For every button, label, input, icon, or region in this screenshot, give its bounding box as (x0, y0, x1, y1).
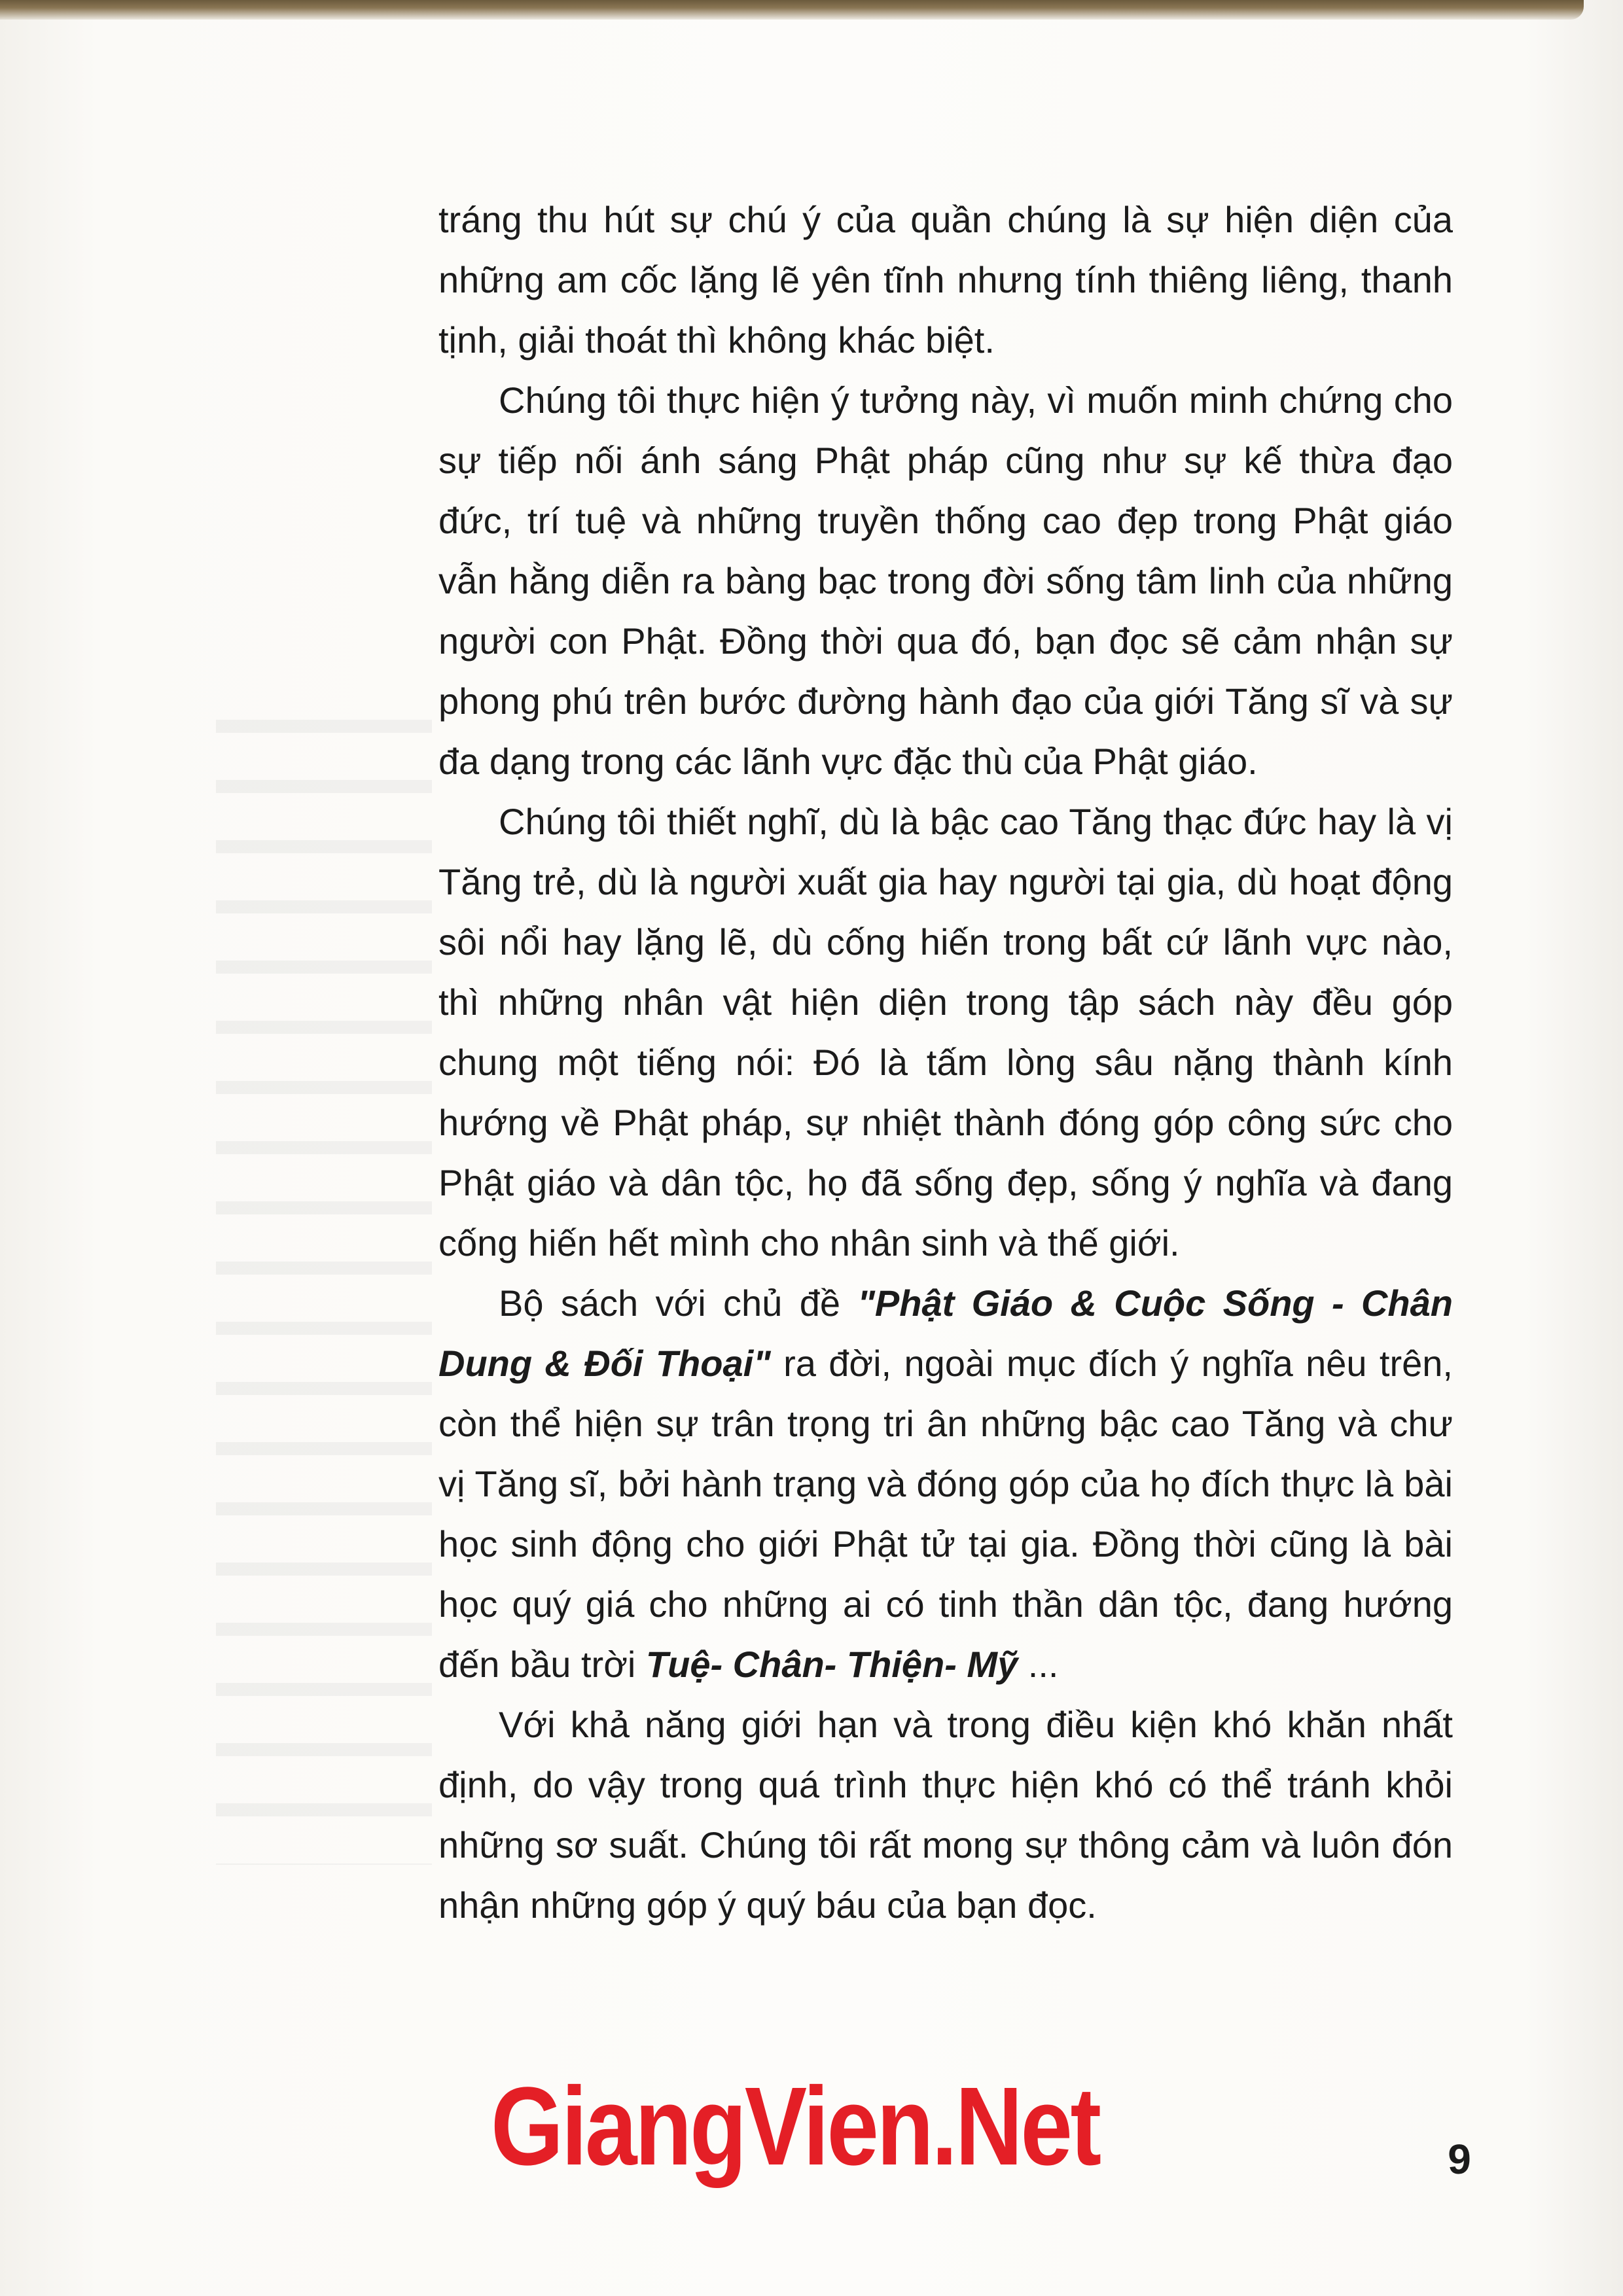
text-run: tráng thu hút sự chú ý của quần chúng là sự hiện diện của những am cốc lặng lẽ yên tĩnh nhưng tính thiêng liêng, thanh tịnh, giải thoát thì không khác biệt. (438, 199, 1453, 361)
emphasized-text: "Phật Giáo & Cuộc Sống - Chân Dung & Đối Thoại" (438, 1282, 1453, 1384)
text-run: ... (1018, 1644, 1059, 1685)
emphasized-text: Tuệ- Chân- Thiện- Mỹ (645, 1644, 1018, 1685)
watermark: GiangVien.Net (491, 2064, 1099, 2189)
paragraph (438, 1273, 1453, 1695)
paragraph (438, 792, 1453, 1273)
paragraph (438, 190, 1453, 370)
paragraph (438, 1695, 1453, 1935)
text-run: ra đời, ngoài mục đích ý nghĩa nêu trên, còn thể hiện sự trân trọng tri ân những bậc cao Tăng và chư vị Tăng sĩ, bởi hành trạng và đóng góp của họ đích thực là bài học sinh động cho giới Phật tử tại gia. Đồng thời cũng là bài học quý giá cho những ai có tinh thần dân tộc, đang hướng đến bầu trời (438, 1343, 1453, 1685)
text-run: Bộ sách với chủ đề (499, 1282, 858, 1324)
text-run: Chúng tôi thực hiện ý tưởng này, vì muốn minh chứng cho sự tiếp nối ánh sáng Phật pháp cũng như sự kế thừa đạo đức, trí tuệ và những truyền thống cao đẹp trong Phật giáo vẫn hằng diễn ra bàng bạc trong đời sống tâm linh của những người con Phật. Đồng thời qua đó, bạn đọc sẽ cảm nhận sự phong phú trên bước đường hành đạo của giới Tăng sĩ và sự đa dạng trong các lãnh vực đặc thù của Phật giáo. (438, 380, 1453, 782)
page-top-edge (0, 0, 1584, 20)
body-text (438, 190, 1453, 1935)
bleed-through-text (216, 687, 432, 1865)
text-run: Với khả năng giới hạn và trong điều kiện khó khăn nhất định, do vậy trong quá trình thực hiện khó có thể tránh khỏi những sơ suất. Chúng tôi rất mong sự thông cảm và luôn đón nhận những góp ý quý báu của bạn đọc. (438, 1704, 1453, 1926)
page-number: 9 (1448, 2136, 1471, 2183)
text-run: Chúng tôi thiết nghĩ, dù là bậc cao Tăng thạc đức hay là vị Tăng trẻ, dù là người xuất gia hay người tại gia, dù hoạt động sôi nổi hay lặng lẽ, dù cống hiến trong bất cứ lãnh vực nào, thì những nhân vật hiện diện trong tập sách này đều góp chung một tiếng nói: Đó là tấm lòng sâu nặng thành kính hướng về Phật pháp, sự nhiệt thành đóng góp công sức cho Phật giáo và dân tộc, họ đã sống đẹp, sống ý nghĩa và đang cống hiến hết mình cho nhân sinh và thế giới. (438, 801, 1453, 1263)
paragraph (438, 370, 1453, 792)
